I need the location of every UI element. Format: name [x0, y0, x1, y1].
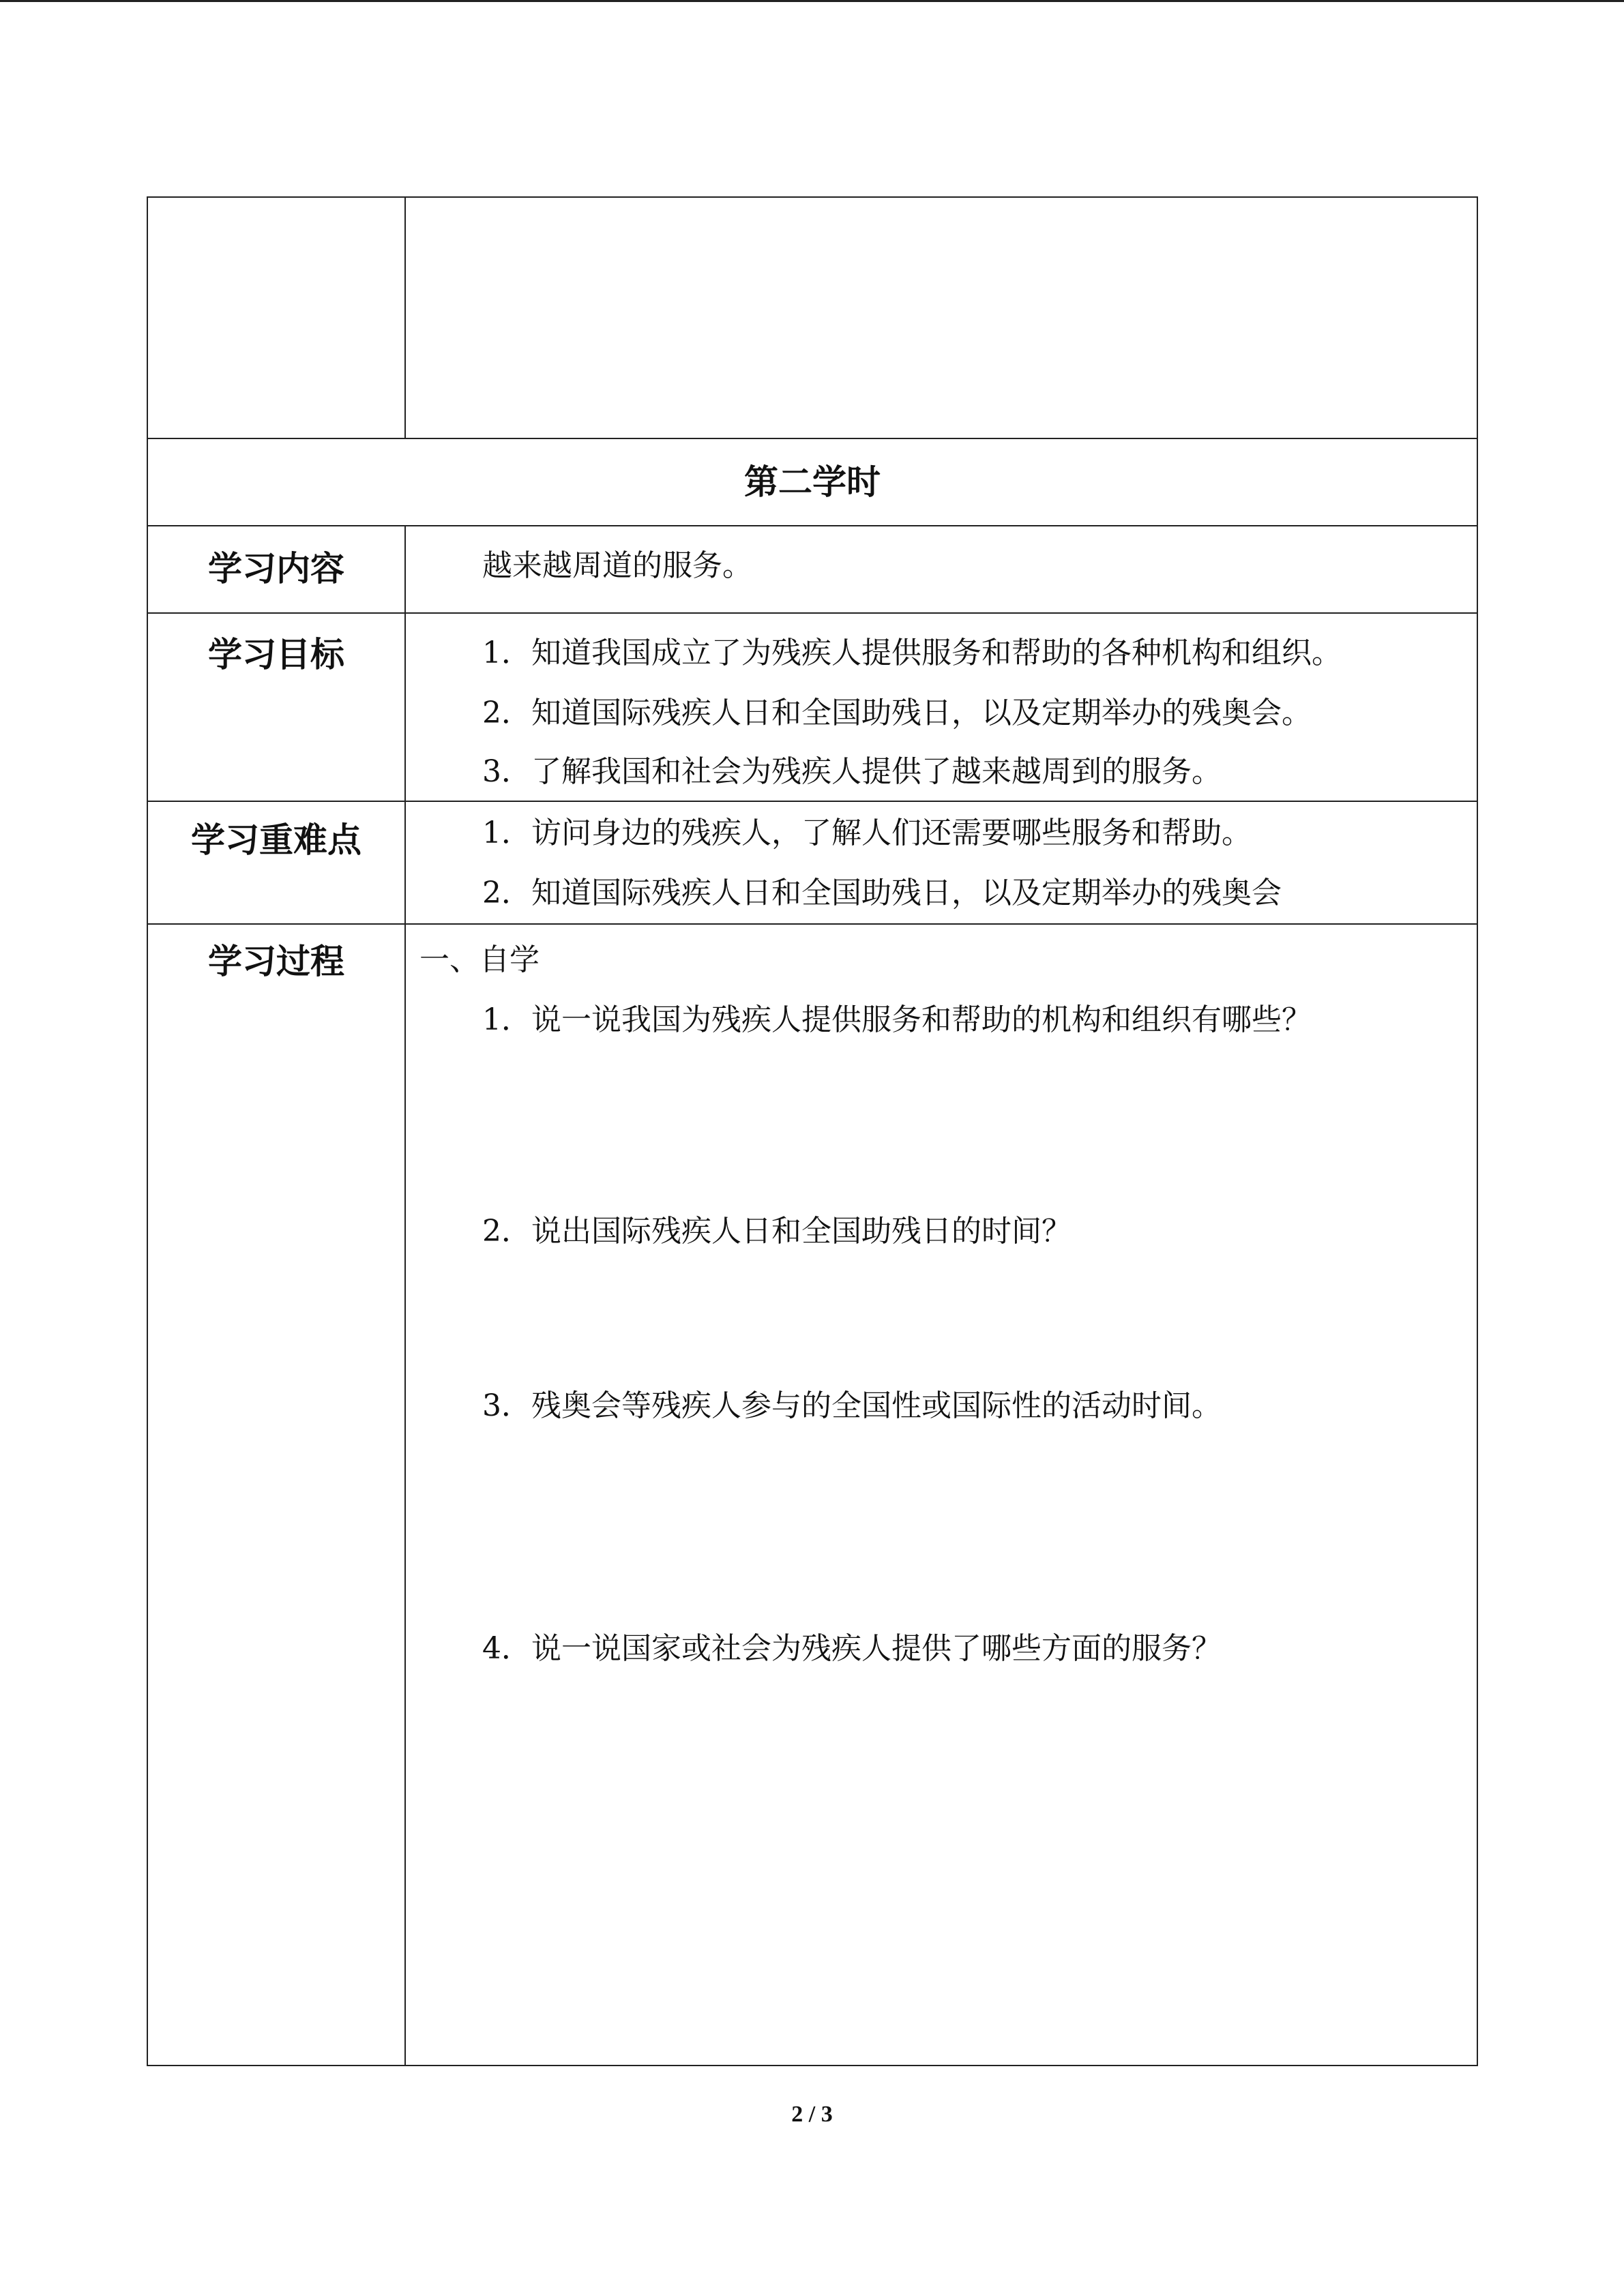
question-item: 1．说一说我国为残疾人提供服务和帮助的机构和组织有哪些？ [482, 1002, 1312, 1037]
content-text-cell [405, 526, 1477, 613]
process-label: 学习过程 [208, 942, 344, 981]
content-label: 学习内容 [208, 549, 344, 588]
question-item: 4．说一说国家或社会为残疾人提供了哪些方面的服务？ [482, 1631, 1222, 1666]
lesson-table [147, 196, 1478, 2066]
key-points-items-cell [405, 801, 1477, 924]
objectives-items-cell [405, 613, 1477, 801]
key-points-row [147, 801, 1477, 924]
objectives-label-cell [147, 613, 405, 801]
session-title-row [147, 438, 1477, 526]
objective-item: 3．了解我国和社会为残疾人提供了越来越周到的服务。 [482, 754, 1222, 789]
question-item: 3．残奥会等残疾人参与的全国性或国际性的活动时间。 [482, 1388, 1222, 1423]
objectives-label: 学习目标 [208, 635, 344, 674]
session-title: 第二学时 [744, 462, 881, 502]
page-top-border [0, 0, 1624, 2]
page-number: 2 / 3 [791, 2102, 833, 2127]
content-label-cell [147, 526, 405, 613]
objective-item: 2．知道国际残疾人日和全国助残日，以及定期举办的残奥会。 [482, 696, 1312, 730]
objective-item: 1．知道我国成立了为残疾人提供服务和帮助的各种机构和组织。 [482, 636, 1342, 670]
process-section-heading: 一、自学 [419, 942, 540, 977]
objectives-row [147, 613, 1477, 801]
content-row [147, 526, 1477, 613]
question-item: 2．说出国际残疾人日和全国助残日的时间？ [482, 1214, 1072, 1249]
process-content-cell [405, 924, 1477, 2066]
key-point-item: 1．访问身边的残疾人，了解人们还需要哪些服务和帮助。 [482, 816, 1252, 850]
blank-row [147, 197, 1477, 438]
key-points-label-cell [147, 801, 405, 924]
content-text: 越来越周道的服务。 [482, 548, 752, 583]
key-point-item: 2．知道国际残疾人日和全国助残日，以及定期举办的残奥会 [482, 876, 1282, 910]
process-label-cell [147, 924, 405, 2066]
blank-left-cell [147, 197, 405, 438]
blank-right-cell [405, 197, 1477, 438]
session-title-cell [147, 438, 1477, 526]
process-row [147, 924, 1477, 2066]
key-points-label: 学习重难点 [191, 820, 361, 860]
